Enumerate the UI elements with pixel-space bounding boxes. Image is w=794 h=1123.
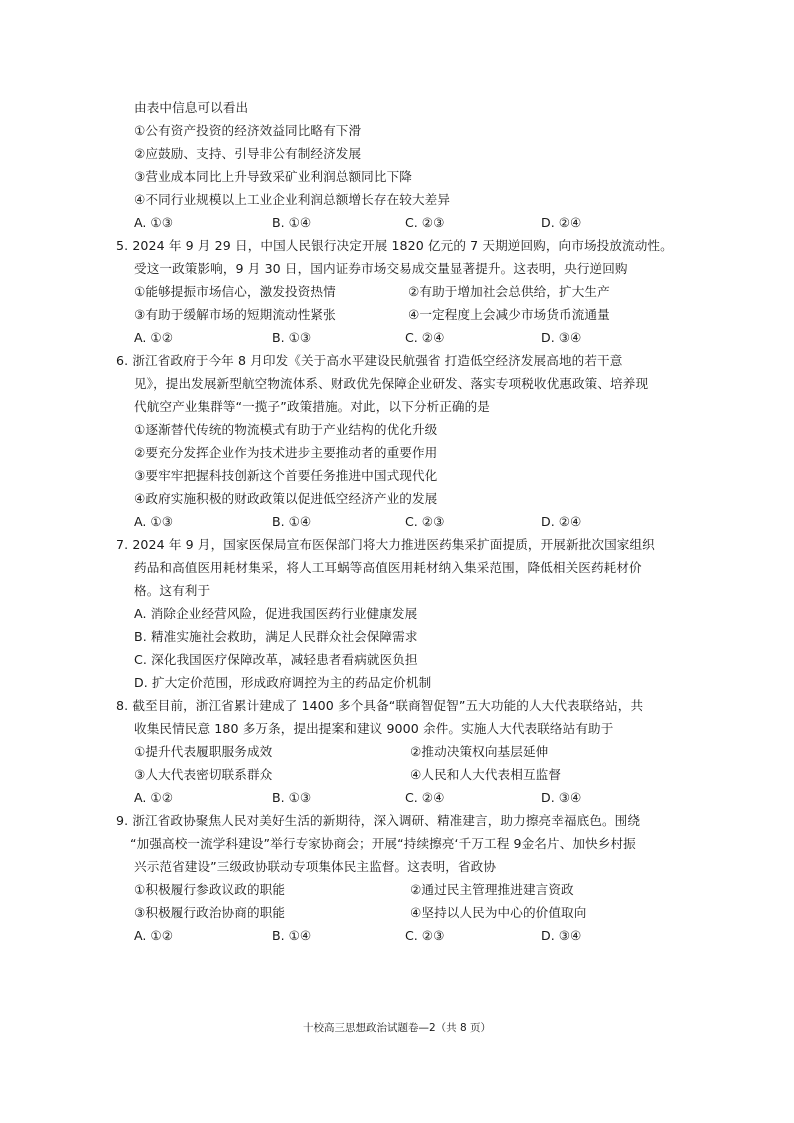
- statement: ④坚持以人民为中心的价值取向: [410, 905, 587, 920]
- option-c: C. ②④: [405, 790, 445, 805]
- question-9-stem: “加强高校一流学科建设”举行专家协商会；开展“持续擦亮‘千万工程 9金名片、加快乡村振: [130, 836, 636, 851]
- question-7-stem: 药品和高值医用耗材集采，将人工耳蜗等高值医用耗材纳入集采范围，降低相关医药耗材价: [134, 560, 642, 575]
- statement: ①提升代表履职服务成效: [134, 744, 273, 759]
- option-c: C. ②③: [405, 514, 445, 529]
- option-b: B. ①③: [272, 790, 312, 805]
- statement: ③营业成本同比上升导致采矿业利润总额同比下降: [134, 169, 412, 184]
- statement: ③人大代表密切联系群众: [134, 767, 273, 782]
- statement: ②应鼓励、支持、引导非公有制经济发展: [134, 146, 362, 161]
- statement: ①公有资产投资的经济效益同比略有下滑: [134, 123, 362, 138]
- statement: ④政府实施积极的财政政策以促进低空经济产业的发展: [134, 491, 438, 506]
- statement: ④人民和人大代表相互监督: [410, 767, 562, 782]
- statement: ②通过民主管理推进建言资政: [410, 882, 574, 897]
- statement: ④不同行业规模以上工业企业利润总额增长存在较大差异: [134, 192, 451, 207]
- option-b: B. ①④: [272, 928, 312, 943]
- question-9-stem: 兴示范省建设”三级政协联动专项集体民主监督。这表明，省政协: [134, 859, 497, 874]
- option-a: A. ①②: [134, 330, 173, 345]
- option-d: D. ②④: [541, 514, 582, 529]
- question-6-stem: 代航空产业集群等“一揽子”政策措施。对此，以下分析正确的是: [134, 399, 490, 414]
- statement: ①积极履行参政议政的职能: [134, 882, 286, 897]
- option-d: D. ③④: [541, 790, 582, 805]
- choice-c: C. 深化我国医疗保障改革，减轻患者看病就医负担: [134, 652, 418, 667]
- question-7-stem: 格。这有利于: [134, 583, 211, 598]
- option-b: B. ①③: [272, 330, 312, 345]
- option-c: C. ②④: [405, 330, 445, 345]
- option-a: A. ①②: [134, 790, 173, 805]
- page-footer: 十校高三思想政治试题卷—2（共 8 页）: [302, 1022, 492, 1034]
- option-c: C. ②③: [405, 215, 445, 230]
- statement: ②有助于增加社会总供给，扩大生产: [408, 284, 610, 299]
- choice-a: A. 消除企业经营风险，促进我国医药行业健康发展: [134, 606, 418, 621]
- question-7-stem: 7. 2024 年 9 月，国家医保局宣布医保部门将大力推进医药集采扩面提质，开展新批次国家组织: [116, 537, 655, 552]
- statement: ①能够提振市场信心，激发投资热情: [134, 284, 336, 299]
- statement: ②要充分发挥企业作为技术进步主要推动者的重要作用: [134, 445, 438, 460]
- choice-b: B. 精准实施社会救助，满足人民群众社会保障需求: [134, 629, 418, 644]
- statement: ③有助于缓解市场的短期流动性紧张: [134, 307, 336, 322]
- statement: ③积极履行政治协商的职能: [134, 905, 286, 920]
- statement: ③要牢牢把握科技创新这个首要任务推进中国式现代化: [134, 468, 438, 483]
- question-5-stem: 5. 2024 年 9 月 29 日，中国人民银行决定开展 1820 亿元的 7 天期逆回购，向市场投放流动性。: [116, 238, 673, 253]
- question-6-stem: 6. 浙江省政府于今年 8 月印发《关于高水平建设民航强省 打造低空经济发展高地的若干意: [116, 353, 623, 368]
- option-c: C. ②③: [405, 928, 445, 943]
- question-6-stem: 见》，提出发展新型航空物流体系、财政优先保障企业研发、落实专项税收优惠政策、培养现: [134, 376, 649, 391]
- question-9-stem: 9. 浙江省政协聚焦人民对美好生活的新期待，深入调研、精准建言，助力擦亮幸福底色。围绕: [116, 813, 641, 828]
- option-d: D. ③④: [541, 330, 582, 345]
- statement: ①逐渐替代传统的物流模式有助于产业结构的优化升级: [134, 422, 438, 437]
- option-a: A. ①②: [134, 928, 173, 943]
- option-d: D. ③④: [541, 928, 582, 943]
- statement: ②推动决策权向基层延伸: [410, 744, 549, 759]
- choice-d: D. 扩大定价范围，形成政府调控为主的药品定价机制: [134, 675, 432, 690]
- question-8-stem: 收集民情民意 180 多万条，提出提案和建议 9000 余件。实施人大代表联络站有助于: [134, 721, 614, 736]
- question-5-stem: 受这一政策影响，9 月 30 日，国内证券市场交易成交量显著提升。这表明，央行逆回购: [134, 261, 628, 276]
- question-8-stem: 8. 截至目前，浙江省累计建成了 1400 多个具备“联商智促智”五大功能的人大代表联络站，共: [116, 698, 644, 713]
- option-a: A. ①③: [134, 514, 173, 529]
- intro-lead: 由表中信息可以看出: [134, 100, 249, 115]
- option-d: D. ②④: [541, 215, 582, 230]
- option-b: B. ①④: [272, 514, 312, 529]
- option-b: B. ①④: [272, 215, 312, 230]
- option-a: A. ①③: [134, 215, 173, 230]
- statement: ④一定程度上会减少市场货币流通量: [408, 307, 610, 322]
